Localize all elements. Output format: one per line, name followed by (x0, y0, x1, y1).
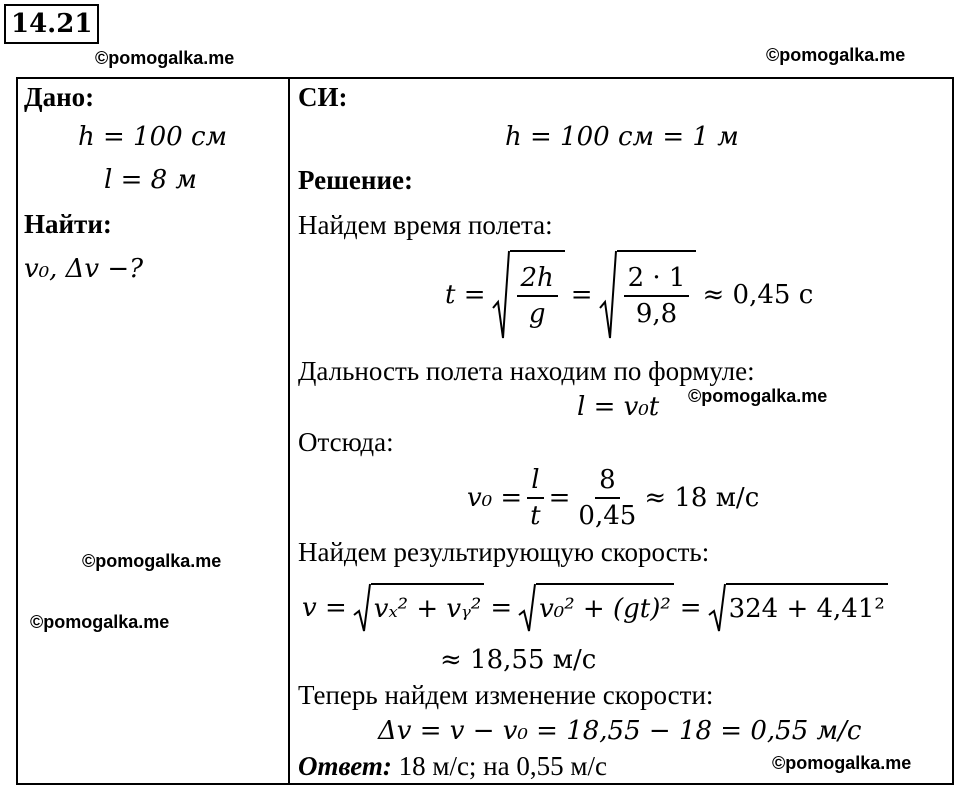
step-time: Найдем время полета: (298, 210, 553, 240)
sqrt-icon (708, 583, 726, 633)
sqrt-icon (353, 583, 371, 633)
answer-label: Ответ: (298, 751, 392, 781)
si-header: СИ: (298, 82, 348, 112)
step-resultant: Найдем результирующую скорость: (298, 537, 710, 567)
watermark: ©pomogalka.me (30, 612, 170, 632)
equation-resultant-value: ≈ 18,55 м/с (440, 645, 597, 675)
equation-range: l = v₀t (577, 392, 660, 422)
column-divider (288, 77, 290, 785)
find-values: v₀, Δv −? (24, 254, 144, 284)
equation-time: t = $\frac{2h}{g}$ = $\frac{2 \cdot 1}{9,8}$ ≈ 0,45 с (445, 245, 813, 345)
sqrt-icon (492, 250, 510, 340)
problem-number: 14.21 (4, 4, 99, 44)
watermark: ©pomogalka.me (688, 386, 828, 406)
given-header: Дано: (24, 82, 95, 112)
equation-resultant: v = vₓ² + vᵧ² = v₀² + (gt)² = 324 + 4,41² (302, 583, 888, 633)
step-range: Дальность полета находим по формуле: (298, 356, 755, 386)
find-header: Найти: (24, 209, 112, 239)
answer (298, 751, 607, 782)
watermark: ©pomogalka.me (772, 753, 912, 773)
si-conversion: h = 100 см = 1 м (505, 122, 739, 152)
given-height: h = 100 см (78, 122, 228, 152)
watermark: ©pomogalka.me (95, 48, 235, 68)
sqrt-icon (599, 250, 617, 340)
equation-change: Δv = v − v₀ = 18,55 − 18 = 0,55 м/с (378, 716, 862, 746)
given-distance: l = 8 м (104, 165, 197, 195)
step-change: Теперь найдем изменение скорости: (298, 680, 714, 710)
sqrt-icon (518, 583, 536, 633)
watermark: ©pomogalka.me (766, 45, 906, 65)
answer-text: 18 м/с; на 0,55 м/с (398, 751, 607, 781)
watermark: ©pomogalka.me (82, 551, 222, 571)
equation-velocity: v₀ = $\frac{l}{t}$ = $\frac{8}{0,45}$ ≈ 18 м/с (467, 465, 760, 531)
step-hence: Отсюда: (298, 427, 394, 457)
solution-header: Решение: (298, 165, 413, 195)
